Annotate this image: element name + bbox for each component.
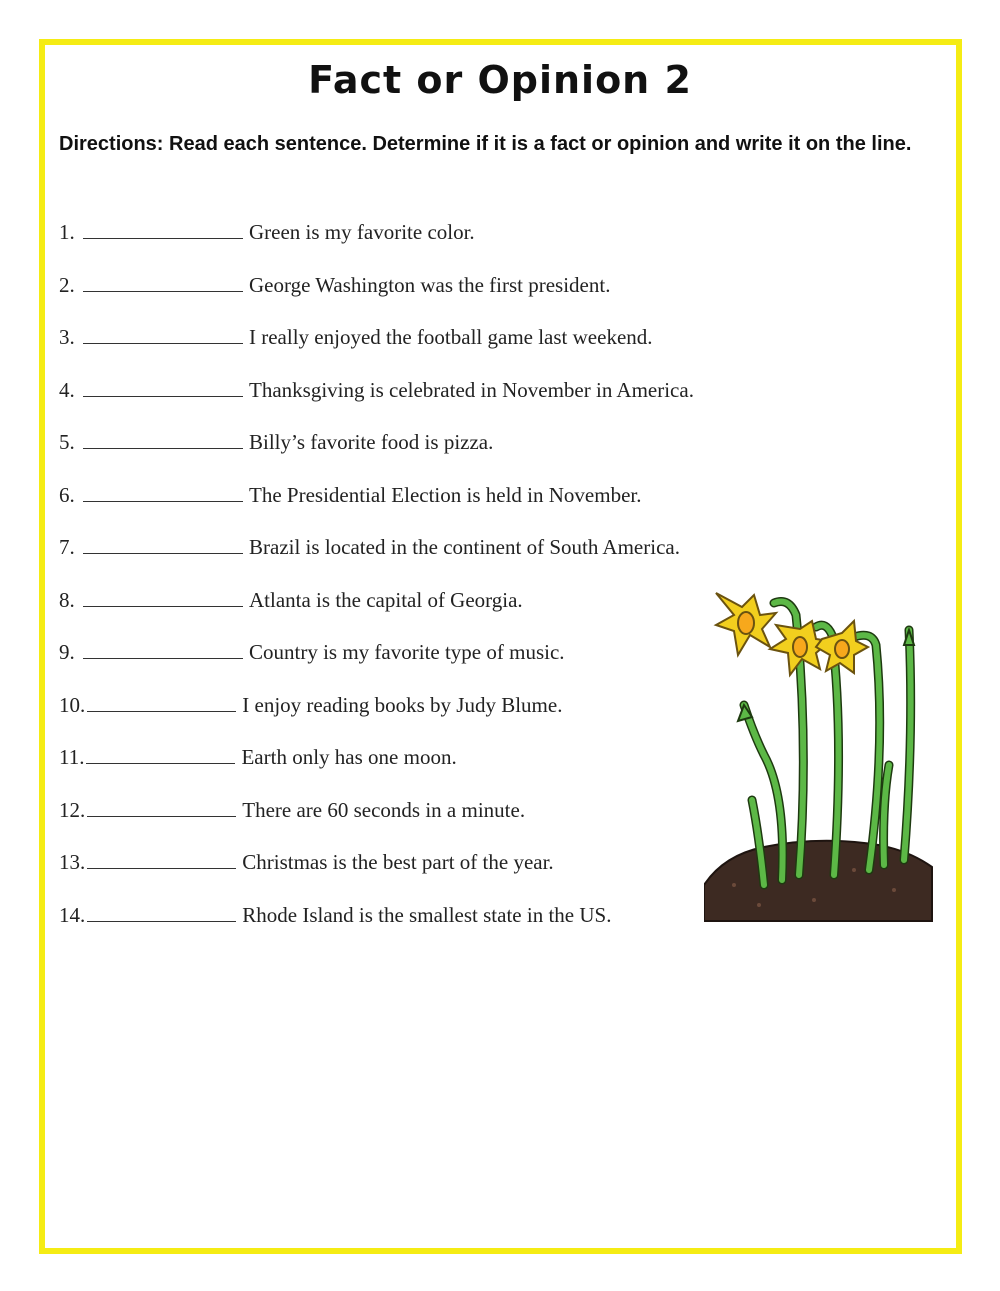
soil-mound [704, 841, 932, 921]
item-sentence: The Presidential Election is held in November. [249, 482, 642, 507]
answer-blank-9[interactable] [83, 638, 243, 659]
item-sentence: Thanksgiving is celebrated in November in America. [249, 377, 694, 402]
item-number: 10. [59, 692, 86, 717]
item-sentence: There are 60 seconds in a minute. [242, 797, 526, 822]
list-item [59, 743, 759, 796]
item-sentence: Christmas is the best part of the year. [242, 850, 554, 874]
list-item [59, 428, 759, 481]
list-item [59, 848, 759, 901]
list-item [59, 376, 759, 429]
answer-blank-13[interactable] [87, 848, 236, 869]
item-number: 14. [59, 902, 86, 927]
list-item [59, 271, 759, 324]
item-number: 1. [59, 220, 75, 244]
directions-text: Directions: Read each sentence. Determine if it is a fact or opinion and write it on the line. [59, 133, 912, 155]
list-item [59, 586, 759, 639]
list-item [59, 533, 759, 586]
item-number: 11. [59, 745, 85, 769]
item-sentence: Rhode Island is the smallest state in the US. [242, 902, 612, 927]
item-sentence: Billy’s favorite food is pizza. [249, 430, 494, 454]
list-item [59, 691, 759, 744]
list-item [59, 323, 759, 376]
item-number: 6. [59, 482, 75, 507]
answer-blank-3[interactable] [83, 323, 243, 344]
item-sentence: I enjoy reading books by Judy Blume. [242, 692, 563, 717]
item-number: 3. [59, 325, 75, 349]
item-number: 12. [59, 797, 86, 822]
item-sentence: Brazil is located in the continent of South America. [249, 535, 680, 559]
answer-blank-11[interactable] [86, 743, 235, 764]
item-sentence: Country is my favorite type of music. [249, 640, 565, 664]
list-item [59, 218, 759, 271]
answer-blank-6[interactable] [83, 481, 243, 502]
answer-blank-12[interactable] [87, 796, 236, 817]
daffodil-illustration [704, 585, 934, 925]
item-number: 9. [59, 640, 75, 664]
answer-blank-8[interactable] [83, 586, 243, 607]
item-number: 4. [59, 377, 75, 402]
list-item [59, 901, 759, 954]
list-item [59, 638, 759, 691]
item-number: 5. [59, 430, 75, 454]
answer-blank-14[interactable] [87, 901, 236, 922]
answer-blank-1[interactable] [83, 218, 243, 239]
answer-blank-2[interactable] [83, 271, 243, 292]
question-list [59, 218, 759, 953]
item-sentence: Green is my favorite color. [249, 220, 475, 244]
flower-icon [716, 593, 776, 655]
item-number: 7. [59, 535, 75, 559]
list-item [59, 796, 759, 849]
list-item [59, 481, 759, 534]
answer-blank-5[interactable] [83, 428, 243, 449]
item-number: 13. [59, 850, 86, 874]
answer-blank-10[interactable] [87, 691, 236, 712]
item-sentence: Earth only has one moon. [241, 745, 457, 769]
answer-blank-4[interactable] [83, 376, 243, 397]
page-title: Fact or Opinion 2 [308, 58, 692, 102]
item-sentence: Atlanta is the capital of Georgia. [249, 587, 523, 612]
item-number: 2. [59, 272, 75, 297]
answer-blank-7[interactable] [83, 533, 243, 554]
item-sentence: George Washington was the first president. [249, 272, 611, 297]
item-sentence: I really enjoyed the football game last weekend. [249, 325, 653, 349]
item-number: 8. [59, 587, 75, 612]
